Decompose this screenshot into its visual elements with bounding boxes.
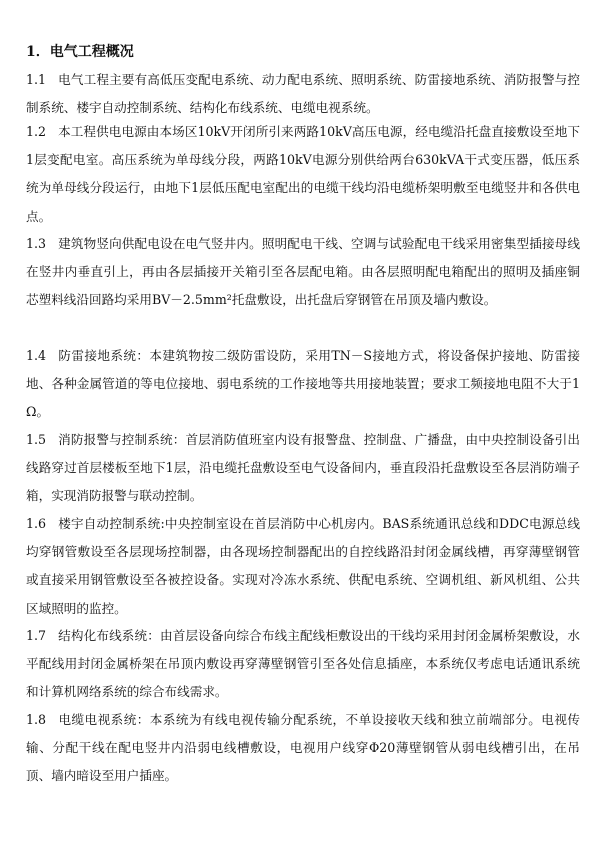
section-heading: 1．电气工程概况 <box>26 44 134 60</box>
paragraph-1-4 <box>26 342 580 427</box>
paragraph-number: 1.6 <box>26 516 47 531</box>
paragraph-number: 1.2 <box>26 124 47 139</box>
paragraph-number: 1.3 <box>26 236 47 251</box>
paragraph-number: 1.4 <box>26 348 47 363</box>
paragraph-text: 楼宇自动控制系统:中央控制室设在首层消防中心机房内。BAS系统通讯总线和DDC电源总线均穿钢管敷设至各层现场控制器，由各现场控制器配出的自控线路沿封闭金属线槽，再穿薄壁钢管或直接采用钢管敷设至各被控设备。实现对冷冻水系统、供配电系统、空调机组、新风机组、公共区域照明的监控。 <box>26 516 580 616</box>
paragraph-1-7 <box>26 622 580 707</box>
paragraph-1-6 <box>26 510 580 623</box>
paragraph-number: 1.1 <box>26 72 47 87</box>
paragraph-number: 1.5 <box>26 432 47 447</box>
paragraph-text: 消防报警与控制系统：首层消防值班室内设有报警盘、控制盘、广播盘，由中央控制设备引出线路穿过首层楼板至地下1层，沿电缆托盘敷设至电气设备间内，垂直段沿托盘敷设至各层消防端子箱，实现消防报警与联动控制。 <box>26 432 580 504</box>
paragraph-text: 防雷接地系统：本建筑物按二级防雷设防，采用TN－S接地方式，将设备保护接地、防雷接地、各种金属管道的等电位接地、弱电系统的工作接地等共用接地装置；要求工频接地电阻不大于1Ω。 <box>26 348 580 420</box>
paragraph-1-2 <box>26 118 580 231</box>
paragraph-text: 建筑物竖向供配电设在电气竖井内。照明配电干线、空调与试验配电干线采用密集型插接母线在竖井内垂直引上，再由各层插接开关箱引至各层配电箱。由各层照明配电箱配出的照明及插座铜芯塑料线沿回路均采用BV－2.5mm²托盘敷设，出托盘后穿钢管在吊顶及墙内敷设。 <box>26 236 580 308</box>
paragraph-1-8 <box>26 706 580 791</box>
paragraph-text: 结构化布线系统：由首层设备向综合布线主配线柜敷设出的干线均采用封闭金属桥架敷设，水平配线用封闭金属桥架在吊顶内敷设再穿薄壁钢管引至各处信息插座，本系统仅考虑电话通讯系统和计算机网络系统的综合布线需求。 <box>26 628 580 700</box>
paragraph-text: 本工程供电电源由本场区10kV开闭所引来两路10kV高压电源，经电缆沿托盘直接敷设至地下1层变配电室。高压系统为单母线分段，两路10kV电源分别供给两台630kVA干式变压器，低压系统为单母线分段运行，由地下1层低压配电室配出的电缆干线均沿电缆桥架明敷至电缆竖井和各供电点。 <box>26 124 580 224</box>
paragraph-text: 电缆电视系统：本系统为有线电视传输分配系统，不单设接收天线和独立前端部分。电视传输、分配干线在配电竖井内沿弱电线槽敷设，电视用户线穿Φ20薄壁钢管从弱电线槽引出，在吊顶、墙内暗设至用户插座。 <box>26 712 580 784</box>
paragraph-number: 1.7 <box>26 628 47 643</box>
paragraph-number: 1.8 <box>26 712 47 727</box>
paragraph-1-5 <box>26 426 580 511</box>
paragraph-1-3 <box>26 230 580 315</box>
paragraph-1-1 <box>26 66 580 122</box>
paragraph-text: 电气工程主要有高低压变配电系统、动力配电系统、照明系统、防雷接地系统、消防报警与控制系统、楼宇自动控制系统、结构化布线系统、电缆电视系统。 <box>26 72 580 116</box>
